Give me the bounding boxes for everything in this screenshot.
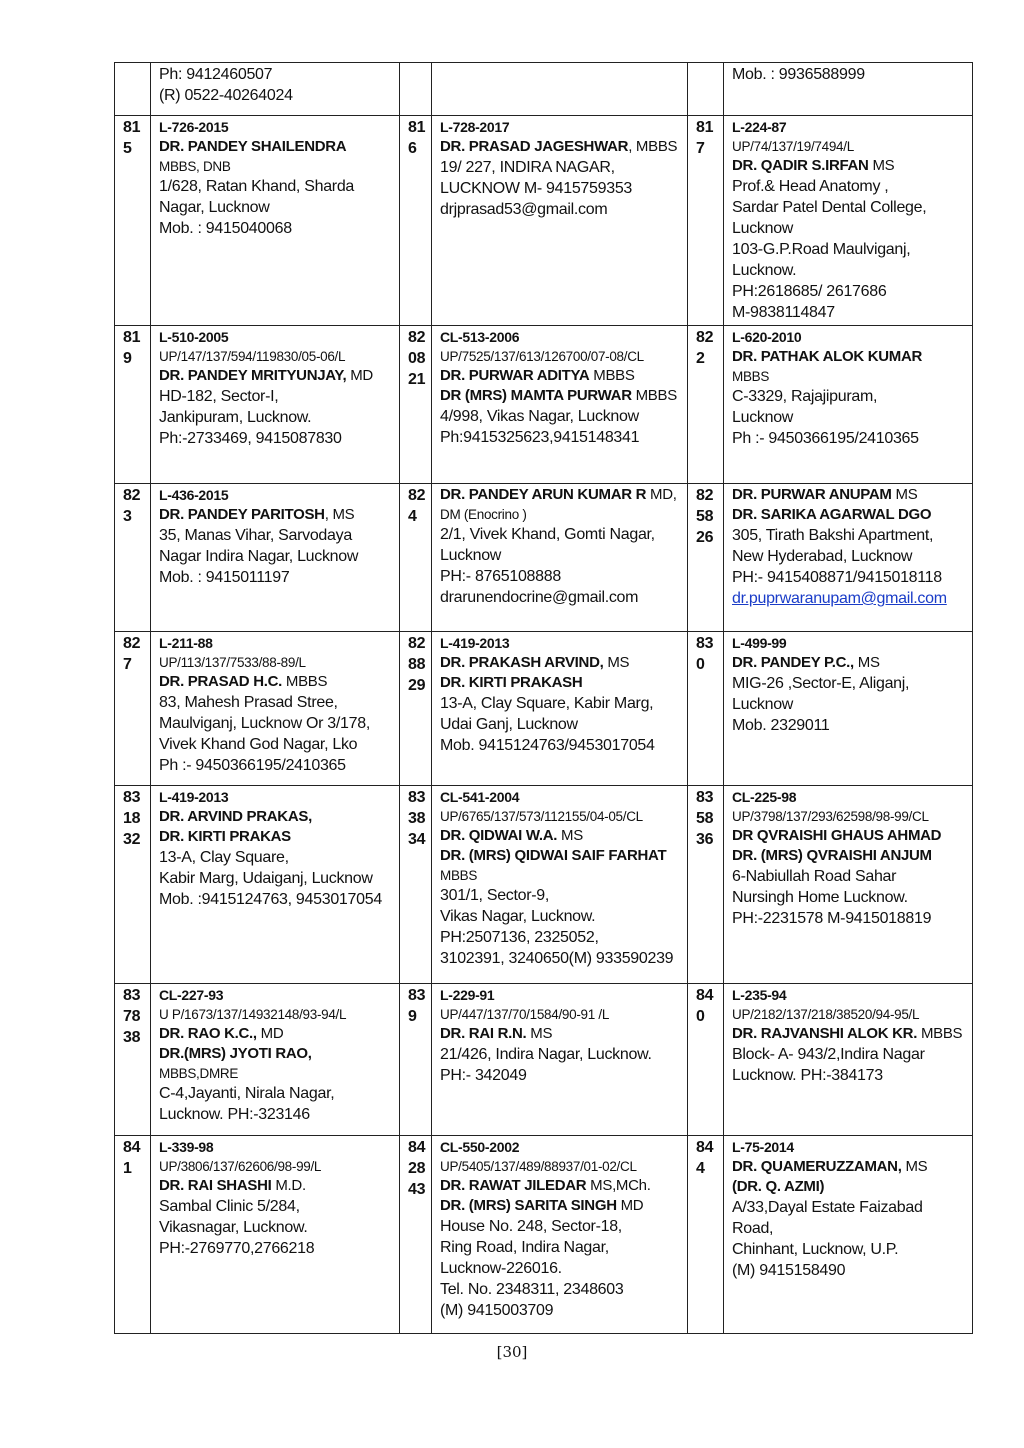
address-line: Vivek Khand God Nagar, Lko [159, 736, 358, 753]
table-row [115, 484, 973, 632]
doctor-name [732, 826, 967, 846]
doctor-name [732, 505, 967, 525]
doctor-name-text: DR. PANDEY P.C., [732, 654, 854, 671]
address-line: Lucknow [732, 220, 794, 237]
serial-number: 828829 [400, 632, 432, 786]
doctor-name-text: DR. KIRTI PRAKASH [440, 674, 583, 691]
doctor-name-text: DR. PURWAR ANUPAM [732, 486, 892, 503]
doctor-name [440, 386, 682, 406]
serial-number: 819 [115, 326, 151, 484]
doctor-name-text: DR. KIRTI PRAKAS [159, 828, 291, 845]
address-line: Chinhant, Lucknow, U.P. [732, 1241, 899, 1258]
qualification: MBBS [282, 673, 328, 690]
serial-number: 816 [400, 116, 432, 326]
qualification: MS [557, 827, 583, 844]
qualification: MD, [646, 486, 677, 503]
address-line: LUCKNOW M- 9415759353 [440, 180, 633, 197]
entry-cell [151, 326, 400, 484]
table-row [115, 984, 973, 1136]
doctor-name-text: DR. (MRS) SARITA SINGH [440, 1197, 617, 1214]
doctor-name-text: DR. QIDWAI W.A. [440, 827, 558, 844]
doctor-name [159, 505, 394, 525]
entry-cell [432, 326, 688, 484]
directory-sheet [114, 62, 972, 1334]
address-line: Ph:9415325623,9415148341 [440, 429, 640, 446]
address-line: Mob. :9415124763, 9453017054 [159, 891, 382, 908]
doctor-name [159, 827, 394, 847]
serial-number: 823 [115, 484, 151, 632]
table-row [115, 63, 973, 116]
registration-code: UP/7525/137/613/126700/07-08/CL [440, 349, 644, 364]
address-line: Nagar Indira Nagar, Lucknow [159, 548, 359, 565]
registration-code: UP/447/137/70/1584/90-91 /L [440, 1007, 610, 1022]
registration-code: UP/5405/137/489/88937/01-02/CL [440, 1159, 637, 1174]
address-line: Mob. : 9936588999 [732, 66, 865, 83]
registration-number: L-436-2015 [159, 487, 229, 503]
doctor-name [159, 366, 394, 386]
registration-number: L-339-98 [159, 1139, 214, 1155]
doctor-name [732, 485, 967, 505]
registration-number: CL-227-93 [159, 987, 224, 1003]
registration-number: CL-513-2006 [440, 329, 520, 345]
doctor-name-text: DR. (MRS) QVRAISHI ANJUM [732, 847, 932, 864]
registration-code: UP/6765/137/573/112155/04-05/CL [440, 809, 643, 824]
doctor-name [440, 1024, 682, 1044]
serial-number: 840 [688, 984, 724, 1136]
address-line: 4/998, Vikas Nagar, Lucknow [440, 408, 639, 425]
doctor-name-text: DR.(MRS) JYOTI RAO, [159, 1045, 312, 1062]
entry-cell [151, 984, 400, 1136]
serial-number: 844 [688, 1136, 724, 1334]
registration-number: L-229-91 [440, 987, 495, 1003]
registration-number: L-419-2013 [159, 789, 229, 805]
email-link[interactable]: dr.puprwaranupam@gmail.com [732, 590, 947, 607]
serial-number: 822 [688, 326, 724, 484]
address-line: Mob. : 9415011197 [159, 569, 290, 586]
doctor-name [159, 1024, 394, 1044]
doctor-name [440, 846, 682, 866]
address-line: Lucknow. PH:-323146 [159, 1106, 310, 1123]
qualification: MBBS [589, 367, 635, 384]
doctor-directory-table [114, 62, 973, 1334]
doctor-name-text: DR. PANDEY SHAILENDRA [159, 138, 347, 155]
doctor-name-text: DR QVRAISHI GHAUS AHMAD [732, 827, 942, 844]
address-line: House No. 248, Sector-18, [440, 1218, 622, 1235]
table-row [115, 1136, 973, 1334]
serial-number: 837838 [115, 984, 151, 1136]
entry-cell [432, 786, 688, 984]
doctor-name-text: DR. PRAKASH ARVIND, [440, 654, 604, 671]
address-line: 301/1, Sector-9, [440, 887, 550, 904]
serial-number [400, 63, 432, 116]
entry-cell [724, 1136, 973, 1334]
registration-number: L-499-99 [732, 635, 787, 651]
doctor-name-text: DR. SARIKA AGARWAL DGO [732, 506, 932, 523]
address-line: Lucknow [440, 547, 502, 564]
address-line: PH:- 9415408871/9415018118 [732, 569, 942, 586]
registration-number: L-419-2013 [440, 635, 510, 651]
registration-code: UP/113/137/7533/88-89/L [159, 655, 306, 670]
doctor-name [440, 826, 682, 846]
qualification: MBBS [631, 387, 677, 404]
address-line: (M) 9415003709 [440, 1302, 554, 1319]
address-line: C-3329, Rajajipuram, [732, 388, 878, 405]
qualification: MBBS [917, 1025, 963, 1042]
address-line: HD-182, Sector-I, [159, 388, 279, 405]
registration-code: DM (Enocrino ) [440, 507, 527, 522]
address-line: Sambal Clinic 5/284, [159, 1198, 300, 1215]
serial-number: 835836 [688, 786, 724, 984]
doctor-name-text: DR. PRASAD H.C. [159, 673, 283, 690]
address-line: Prof.& Head Anatomy , [732, 178, 889, 195]
address-line: drjprasad53@gmail.com [440, 201, 608, 218]
registration-code: U P/1673/137/14932148/93-94/L [159, 1007, 347, 1022]
qualification: MD [616, 1197, 644, 1214]
doctor-name [159, 807, 394, 827]
page-number: [30] [496, 1343, 528, 1361]
doctor-name-text: DR. RAI SHASHI [159, 1177, 272, 1194]
address-line: 13-A, Clay Square, Kabir Marg, [440, 695, 654, 712]
entry-cell [432, 116, 688, 326]
qualification: MS [526, 1025, 553, 1042]
registration-number: L-728-2017 [440, 119, 510, 135]
address-line: MIG-26 ,Sector-E, Aliganj, [732, 675, 910, 692]
qualification: MS [603, 654, 630, 671]
doctor-name [732, 347, 967, 367]
entry-cell [432, 63, 688, 116]
entry-cell [151, 116, 400, 326]
address-line: Lucknow. [732, 262, 797, 279]
address-line: PH:- 8765108888 [440, 568, 561, 585]
serial-number: 831832 [115, 786, 151, 984]
address-line: Nagar, Lucknow [159, 199, 270, 216]
doctor-name [440, 366, 682, 386]
doctor-name [159, 137, 394, 157]
entry-cell [151, 786, 400, 984]
registration-number: CL-541-2004 [440, 789, 520, 805]
doctor-name-text: DR. ARVIND PRAKAS, [159, 808, 312, 825]
doctor-name [732, 653, 967, 673]
table-row [115, 786, 973, 984]
registration-number: L-235-94 [732, 987, 787, 1003]
table-row [115, 326, 973, 484]
entry-cell [724, 484, 973, 632]
doctor-name-text: DR (MRS) MAMTA PURWAR [440, 387, 632, 404]
address-line: 13-A, Clay Square, [159, 849, 289, 866]
serial-number [115, 63, 151, 116]
registration-number: L-224-87 [732, 119, 787, 135]
address-line: A/33,Dayal Estate Faizabad [732, 1199, 923, 1216]
table-row [115, 116, 973, 326]
serial-number: 820821 [400, 326, 432, 484]
address-line: 1/628, Ratan Khand, Sharda [159, 178, 355, 195]
qualification: MD [346, 367, 373, 384]
doctor-name [159, 1176, 394, 1196]
address-line: PH:-2231578 M-9415018819 [732, 910, 932, 927]
doctor-name-text: DR. RAJVANSHI ALOK KR. [732, 1025, 918, 1042]
qualification: , MS [324, 506, 355, 523]
address-line: Lucknow [732, 696, 794, 713]
doctor-name-text: DR. (MRS) QIDWAI SAIF FARHAT [440, 847, 667, 864]
address-line: 21/426, Indira Nagar, Lucknow. [440, 1046, 652, 1063]
registration-code: UP/74/137/19/7494/L [732, 139, 854, 154]
qualification: MS [891, 486, 918, 503]
entry-cell [151, 484, 400, 632]
address-line: Mob. 2329011 [732, 717, 830, 734]
address-line: Mob. 9415124763/9453017054 [440, 737, 655, 754]
address-line: PH:2507136, 2325052, [440, 929, 599, 946]
registration-number: L-726-2015 [159, 119, 229, 135]
address-line: Nursingh Home Lucknow. [732, 889, 908, 906]
registration-code: MBBS [732, 369, 770, 384]
entry-cell [724, 63, 973, 116]
entry-cell [151, 632, 400, 786]
address-line: Tel. No. 2348311, 2348603 [440, 1281, 624, 1298]
registration-number: CL-225-98 [732, 789, 797, 805]
registration-code: UP/3798/137/293/62598/98-99/CL [732, 809, 929, 824]
doctor-name-text: DR. RAO K.C., [159, 1025, 257, 1042]
address-line: 35, Manas Vihar, Sarvodaya [159, 527, 352, 544]
doctor-name-text: DR. PURWAR ADITYA [440, 367, 590, 384]
address-line: PH:- 342049 [440, 1067, 527, 1084]
doctor-name [732, 156, 967, 176]
registration-number: L-620-2010 [732, 329, 802, 345]
serial-number [688, 63, 724, 116]
address-line: 2/1, Vivek Khand, Gomti Nagar, [440, 526, 655, 543]
doctor-name [440, 1176, 682, 1196]
entry-cell [151, 1136, 400, 1334]
serial-number: 833834 [400, 786, 432, 984]
address-line: Lucknow [732, 409, 794, 426]
address-line: Ring Road, Indira Nagar, [440, 1239, 609, 1256]
serial-number: 824 [400, 484, 432, 632]
qualification: MS [901, 1158, 928, 1175]
address-line: Lucknow-226016. [440, 1260, 562, 1277]
doctor-name-text: DR. QADIR S.IRFAN [732, 157, 869, 174]
serial-number: 815 [115, 116, 151, 326]
address-line: Lucknow. PH:-384173 [732, 1067, 883, 1084]
doctor-name [440, 485, 682, 505]
registration-code: MBBS, DNB [159, 159, 231, 174]
doctor-name-text: DR. PANDEY MRITYUNJAY, [159, 367, 347, 384]
doctor-name-text: DR. PATHAK ALOK KUMAR [732, 348, 923, 365]
doctor-name [440, 1196, 682, 1216]
address-line: M-9838114847 [732, 304, 835, 321]
address-line: Kabir Marg, Udaiganj, Lucknow [159, 870, 373, 887]
entry-cell [432, 984, 688, 1136]
doctor-name-text: DR. PANDEY PARITOSH [159, 506, 325, 523]
address-line: New Hyderabad, Lucknow [732, 548, 913, 565]
address-line: 305, Tirath Bakshi Apartment, [732, 527, 934, 544]
registration-code: UP/3806/137/62606/98-99/L [159, 1159, 322, 1174]
entry-cell [724, 326, 973, 484]
table-row [115, 632, 973, 786]
address-line: Ph:-2733469, 9415087830 [159, 430, 342, 447]
serial-number: 817 [688, 116, 724, 326]
doctor-name [732, 1177, 967, 1197]
address-line: Road, [732, 1220, 774, 1237]
serial-number: 839 [400, 984, 432, 1136]
entry-cell [724, 984, 973, 1136]
qualification: , MBBS [628, 138, 678, 155]
doctor-name [440, 653, 682, 673]
doctor-name [440, 137, 682, 157]
address-line: Sardar Patel Dental College, [732, 199, 927, 216]
address-line: 103-G.P.Road Maulviganj, [732, 241, 911, 258]
registration-code: MBBS,DMRE [159, 1066, 239, 1081]
registration-number: L-75-2014 [732, 1139, 794, 1155]
address-line: Maulviganj, Lucknow Or 3/178, [159, 715, 370, 732]
entry-cell [724, 786, 973, 984]
doctor-name [159, 672, 394, 692]
doctor-name [159, 1044, 394, 1064]
registration-number: L-510-2005 [159, 329, 229, 345]
address-line: 83, Mahesh Prasad Stree, [159, 694, 338, 711]
serial-number: 825826 [688, 484, 724, 632]
address-line: PH:2618685/ 2617686 [732, 283, 887, 300]
address-line: Ph: 9412460507 [159, 66, 273, 83]
address-line: Ph :- 9450366195/2410365 [732, 430, 919, 447]
doctor-name-text: DR. QUAMERUZZAMAN, [732, 1158, 902, 1175]
doctor-name-text: DR. PRASAD JAGESHWAR [440, 138, 629, 155]
address-line: Block- A- 943/2,Indira Nagar [732, 1046, 925, 1063]
address-line: Vikasnagar, Lucknow. [159, 1219, 308, 1236]
address-line: 19/ 227, INDIRA NAGAR, [440, 159, 615, 176]
doctor-name-text: DR. RAWAT JILEDAR [440, 1177, 587, 1194]
entry-cell [432, 1136, 688, 1334]
address-line: drarunendocrine@gmail.com [440, 589, 639, 606]
qualification: M.D. [271, 1177, 306, 1194]
entry-cell [432, 484, 688, 632]
address-line: Vikas Nagar, Lucknow. [440, 908, 596, 925]
doctor-name [732, 846, 967, 866]
serial-number: 827 [115, 632, 151, 786]
address-line: 6-Nabiullah Road Sahar [732, 868, 897, 885]
address-line: (M) 9415158490 [732, 1262, 846, 1279]
serial-number: 842843 [400, 1136, 432, 1334]
qualification: MS [868, 157, 895, 174]
serial-number: 841 [115, 1136, 151, 1334]
address-line: (R) 0522-40264024 [159, 87, 293, 104]
address-line: 3102391, 3240650(M) 933590239 [440, 950, 674, 967]
entry-cell [432, 632, 688, 786]
address-line: Mob. : 9415040068 [159, 220, 292, 237]
entry-cell [151, 63, 400, 116]
doctor-name-text: DR. RAI R.N. [440, 1025, 527, 1042]
doctor-name-text: (DR. Q. AZMI) [732, 1178, 825, 1195]
doctor-name [732, 1157, 967, 1177]
address-line: C-4,Jayanti, Nirala Nagar, [159, 1085, 335, 1102]
serial-number: 830 [688, 632, 724, 786]
registration-code: UP/2182/137/218/38520/94-95/L [732, 1007, 920, 1022]
registration-number: L-211-88 [159, 635, 213, 651]
qualification: MD [256, 1025, 284, 1042]
entry-cell [724, 116, 973, 326]
doctor-name-text: DR. PANDEY ARUN KUMAR R [440, 486, 647, 503]
qualification: MS,MCh. [586, 1177, 651, 1194]
qualification: MS [853, 654, 880, 671]
registration-code: UP/147/137/594/119830/05-06/L [159, 349, 346, 364]
registration-code: MBBS [440, 868, 478, 883]
address-line: Jankipuram, Lucknow. [159, 409, 312, 426]
doctor-name [732, 1024, 967, 1044]
address-line: Udai Ganj, Lucknow [440, 716, 578, 733]
entry-cell [724, 632, 973, 786]
registration-number: CL-550-2002 [440, 1139, 520, 1155]
address-line: PH:-2769770,2766218 [159, 1240, 315, 1257]
address-line: Ph :- 9450366195/2410365 [159, 757, 346, 774]
doctor-name [440, 673, 682, 693]
